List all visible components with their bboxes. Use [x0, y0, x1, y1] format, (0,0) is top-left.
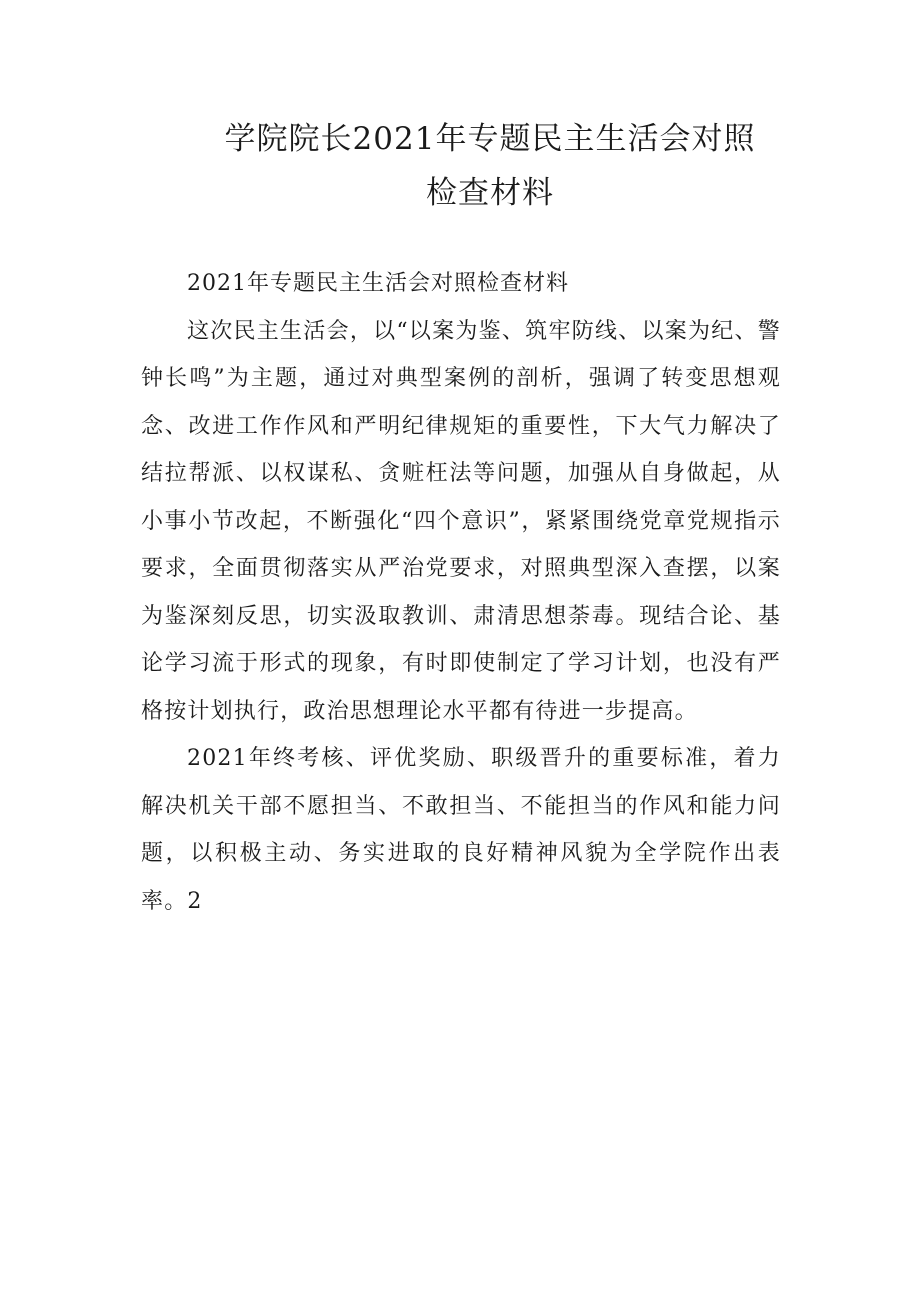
title-line-2: 检查材料	[426, 175, 554, 211]
paragraph-2: 2021年终考核、评优奖励、职级晋升的重要标准，着力解决机关干部不愿担当、不敢担当、不能担当的作风和能力问题，以积极主动、务实进取的良好精神风貌为全学院作出表率。2	[141, 746, 781, 914]
paragraph-1: 这次民主生活会，以“以案为鉴、筑牢防线、以案为纪、警钟长鸣”为主题，通过对典型案例的剖析，强调了转变思想观念、改进工作作风和严明纪律规矩的重要性，下大气力解决了结拉帮派、以权谋私、贪赃枉法等问题，加强从自身做起，从小事小节改起，不断强化“四个意识”，紧紧围绕党章党规指示要求，全面贯彻落实从严治党要求，对照典型深入查摆，以案为鉴深刻反思，切实汲取教训、肃清思想荼毒。现结合论、基论学习流于形式的现象，有时即使制定了学习计划，也没有严格按计划执行，政治思想理论水平都有待进一步提高。	[141, 318, 781, 724]
document-subtitle: 2021年专题民主生活会对照检查材料	[187, 271, 569, 296]
title-line-1: 学院院长2021年专题民主生活会对照	[224, 121, 756, 157]
document-body	[141, 260, 781, 925]
document-title	[150, 112, 830, 220]
